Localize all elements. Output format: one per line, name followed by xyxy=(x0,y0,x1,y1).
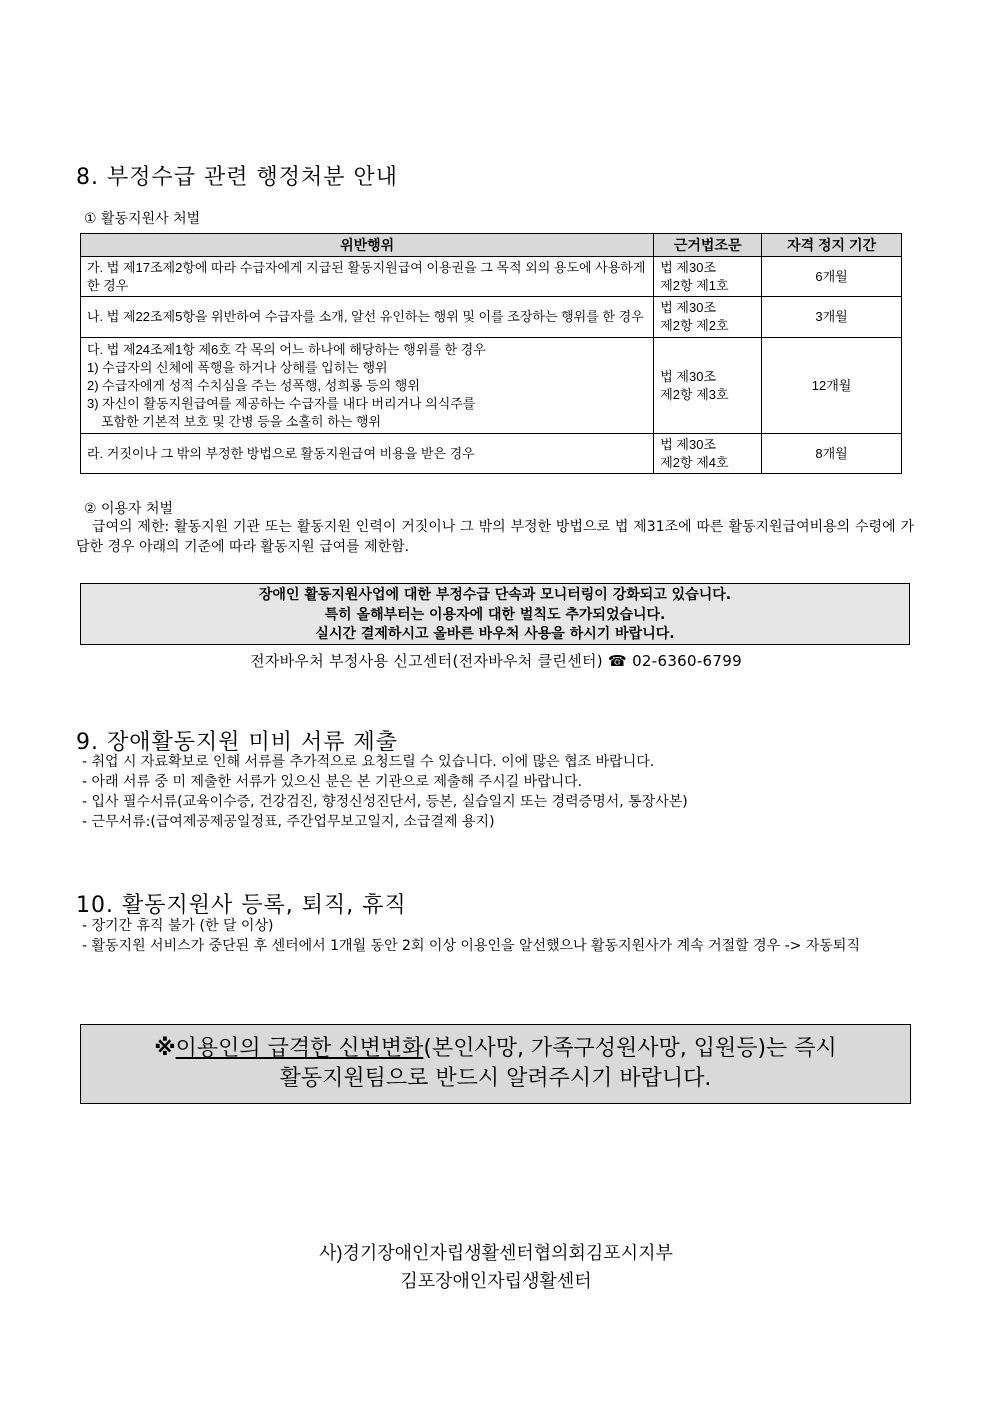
section-8-title: 8. 부정수급 관련 행정처분 안내 xyxy=(76,165,398,190)
violation-line: 2) 수급자에게 성적 수치심을 주는 성폭행, 성희롱 등의 행위 xyxy=(87,377,420,393)
law-line: 법 제30조 xyxy=(660,259,716,275)
law-line: 제2항 제1호 xyxy=(660,277,729,293)
period-cell: 8개월 xyxy=(762,434,902,474)
urgent-notice-box xyxy=(80,1024,911,1104)
list-item: - 입사 필수서류(교육이수증, 건강검진, 향정신성진단서, 등본, 실습일지 또는 경력증명서, 통장사본) xyxy=(82,794,688,810)
table-row xyxy=(81,297,902,338)
table-row xyxy=(81,434,902,474)
violation-line: 포함한 기본적 보호 및 간병 등을 소홀히 하는 행위 xyxy=(101,413,382,429)
violation-cell: 가. 법 제17조제2항에 따라 수급자에게 지급된 활동지원급여 이용권을 그 목적 외의 용도에 사용하게 한 경우 xyxy=(81,257,654,297)
header-law: 근거법조문 xyxy=(654,234,762,257)
notice-line: 특히 올해부터는 이용자에 대한 벌칙도 추가되었습니다. xyxy=(324,606,666,623)
violation-cell: 라. 거짓이나 그 밖의 부정한 방법으로 활동지원급여 비용을 받은 경우 xyxy=(81,434,654,474)
reference-mark: ※ xyxy=(154,1036,176,1061)
section-9-title: 9. 장애활동지원 미비 서류 제출 xyxy=(76,730,398,755)
notice-text: (본인사망, 가족구성원사망, 입원등)는 즉시 xyxy=(423,1036,837,1061)
list-item: - 활동지원 서비스가 중단된 후 센터에서 1개월 동안 2회 이상 이용인을 알선했으나 활동지원사가 계속 거절할 경우 -> 자동퇴직 xyxy=(82,938,860,954)
list-item: - 장기간 휴직 불가 (한 달 이상) xyxy=(82,918,274,934)
list-item: - 아래 서류 중 미 제출한 서류가 있으신 분은 본 기관으로 제출해 주시길 바랍니다. xyxy=(82,774,583,790)
subheading-user-penalty: ② 이용자 처벌 xyxy=(84,501,174,517)
law-line: 제2항 제4호 xyxy=(660,454,729,470)
law-line: 법 제30조 xyxy=(660,368,716,384)
period-cell: 3개월 xyxy=(762,297,902,338)
law-line: 제2항 제3호 xyxy=(660,386,729,402)
period-cell: 6개월 xyxy=(762,257,902,297)
fraud-notice-box xyxy=(80,583,910,645)
header-violation: 위반행위 xyxy=(81,234,654,257)
urgent-notice-line-2: 활동지원팀으로 반드시 알려주시기 바랍니다. xyxy=(279,1066,712,1091)
penalty-table xyxy=(80,233,902,474)
law-line: 법 제30조 xyxy=(660,300,716,315)
list-item: - 근무서류:(급여제공제공일정표, 주간업무보고일지, 소급결제 용지) xyxy=(82,814,495,830)
violation-line: 3) 자신이 활동지원급여를 제공하는 수급자를 내다 버리거나 의식주를 xyxy=(87,395,476,411)
underlined-text: 이용인의 급격한 신변변화 xyxy=(175,1036,424,1061)
notice-line: 실시간 결제하시고 올바른 바우처 사용을 하시기 바랍니다. xyxy=(315,626,675,642)
law-cell xyxy=(654,257,762,297)
law-cell xyxy=(654,434,762,474)
table-row xyxy=(81,257,902,297)
list-item: - 취업 시 자료확보로 인해 서류를 추가적으로 요청드릴 수 있습니다. 이에 많은 협조 바랍니다. xyxy=(82,754,655,770)
violation-cell: 나. 법 제22조제5항을 위반하여 수급자를 소개, 알선 유인하는 행위 및 이를 조장하는 행위를 한 경우 xyxy=(81,297,654,338)
table-header-row xyxy=(81,234,902,257)
violation-cell xyxy=(81,338,654,434)
urgent-notice-line-1 xyxy=(81,1034,910,1064)
violation-line: 다. 법 제24조제1항 제6호 각 목의 어느 하나에 해당하는 행위를 한 경우 xyxy=(87,341,486,357)
benefit-restriction-paragraph: 급여의 제한: 활동지원 기관 또는 활동지원 인력이 거짓이나 그 밖의 부정한 방법으로 법 제31조에 따른 활동지원급여비용의 수령에 가담한 경우 아래의 기준에 따라 활동지원 급여를 제한함. xyxy=(76,519,914,555)
footer-center-name: 김포장애인자립생활센터 xyxy=(400,1271,592,1291)
law-cell xyxy=(654,297,762,338)
violation-line: 1) 수급자의 신체에 폭행을 하거나 상해를 입히는 행위 xyxy=(87,359,388,375)
report-center-line: 전자바우처 부정사용 신고센터(전자바우처 클린센터) ☎ 02-6360-6799 xyxy=(250,652,742,670)
section-10-title: 10. 활동지원사 등록, 퇴직, 휴직 xyxy=(76,893,407,918)
law-line: 제2항 제2호 xyxy=(660,318,729,333)
table-row xyxy=(81,338,902,434)
law-line: 법 제30조 xyxy=(660,436,716,452)
law-cell xyxy=(654,338,762,434)
footer-organization: 사)경기장애인자립생활센터협의회김포시지부 xyxy=(319,1243,673,1263)
period-cell: 12개월 xyxy=(762,338,902,434)
header-suspension-period: 자격 정지 기간 xyxy=(762,234,902,257)
notice-line: 장애인 활동지원사업에 대한 부정수급 단속과 모니터링이 강화되고 있습니다. xyxy=(258,587,732,603)
subheading-assistant-penalty: ① 활동지원사 처벌 xyxy=(84,211,201,227)
